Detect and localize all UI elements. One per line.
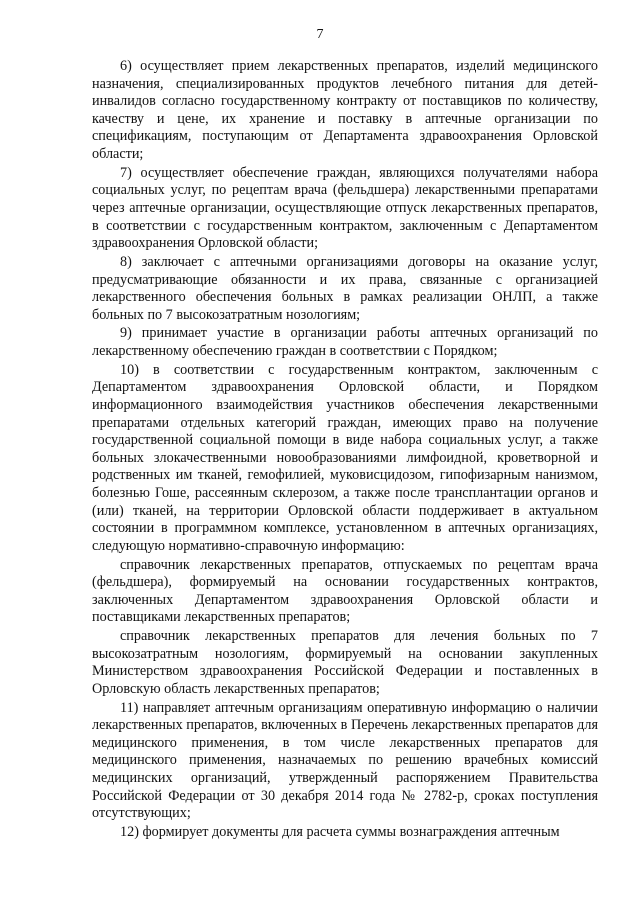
page-number: 7 [316,27,324,42]
paragraph-item-8: 8) заключает с аптечными организациями договоры на оказание услуг, предусматривающие обязанности и их права, связанные с организацией лекарственного обеспечения больных в рамках реализации ОНЛП, а также больных по 7 высокозатратным нозологиям; [92,253,598,323]
document-body [92,58,598,843]
paragraph-item-10: 10) в соответствии с государственным контрактом, заключенным с Департаментом здравоохранения Орловской области, и Порядком информационного взаимодействия участников обеспечения лекарственными препаратами отдельных категорий граждан, имеющих право на получение государственной социальной помощи в виде набора социальных услуг, а также больных злокачественными новообразованиями лимфоидной, кроветворной и родственных им тканей, гемофилией, муковисцидозом, гипофизарным нанизмом, болезнью Гоше, рассеянным склерозом, а также после трансплантации органов и (или) тканей, на территории Орловской области поддерживает в актуальном состоянии в программном комплексе, установленном в аптечных организациях, следующую нормативно-справочную информацию: [92,361,598,554]
paragraph-item-11: 11) направляет аптечным организациям оперативную информацию о наличии лекарственных препаратов, включенных в Перечень лекарственных препаратов для медицинского применения, в том числе лекарственных препаратов для медицинского применения, назначаемых по решению врачебных комиссий медицинских организаций, утвержденный распоряжением Правительства Российской Федерации от 30 декабря 2014 года № 2782-р, сроках поступления отсутствующих; [92,699,598,822]
paragraph-item-12: 12) формирует документы для расчета суммы вознаграждения аптечным [120,824,560,841]
paragraph-item-6: 6) осуществляет прием лекарственных препаратов, изделий медицинского назначения, специализированных продуктов лечебного питания для детей-инвалидов согласно государственному контракту от поставщиков по количеству, качеству и цене, их хранение и поставку в аптечные организации по спецификациям, поступающим от Департамента здравоохранения Орловской области; [92,58,598,162]
paragraph-reference-list-1: справочник лекарственных препаратов, отпускаемых по рецептам врача (фельдшера), формируемый на основании государственных контрактов, заключенных Департаментом здравоохранения Орловской области и поставщиками лекарственных препаратов; [92,556,598,626]
paragraph-item-9: 9) принимает участие в организации работы аптечных организаций по лекарственному обеспечению граждан в соответствии с Порядком; [92,325,598,360]
paragraph-item-7: 7) осуществляет обеспечение граждан, являющихся получателями набора социальных услуг, по рецептам врача (фельдшера) лекарственными препаратами через аптечные организации, осуществляющие отпуск лекарственных препаратов, в соответствии с государственным контрактом, заключенным с Департаментом здравоохранения Орловской области; [92,164,598,252]
paragraph-reference-list-2: справочник лекарственных препаратов для лечения больных по 7 высокозатратным нозологиям, формируемый на основании закупленных Министерством здравоохранения Российской Федерации и поставленных в Орловскую область лекарственных препаратов; [92,628,598,697]
